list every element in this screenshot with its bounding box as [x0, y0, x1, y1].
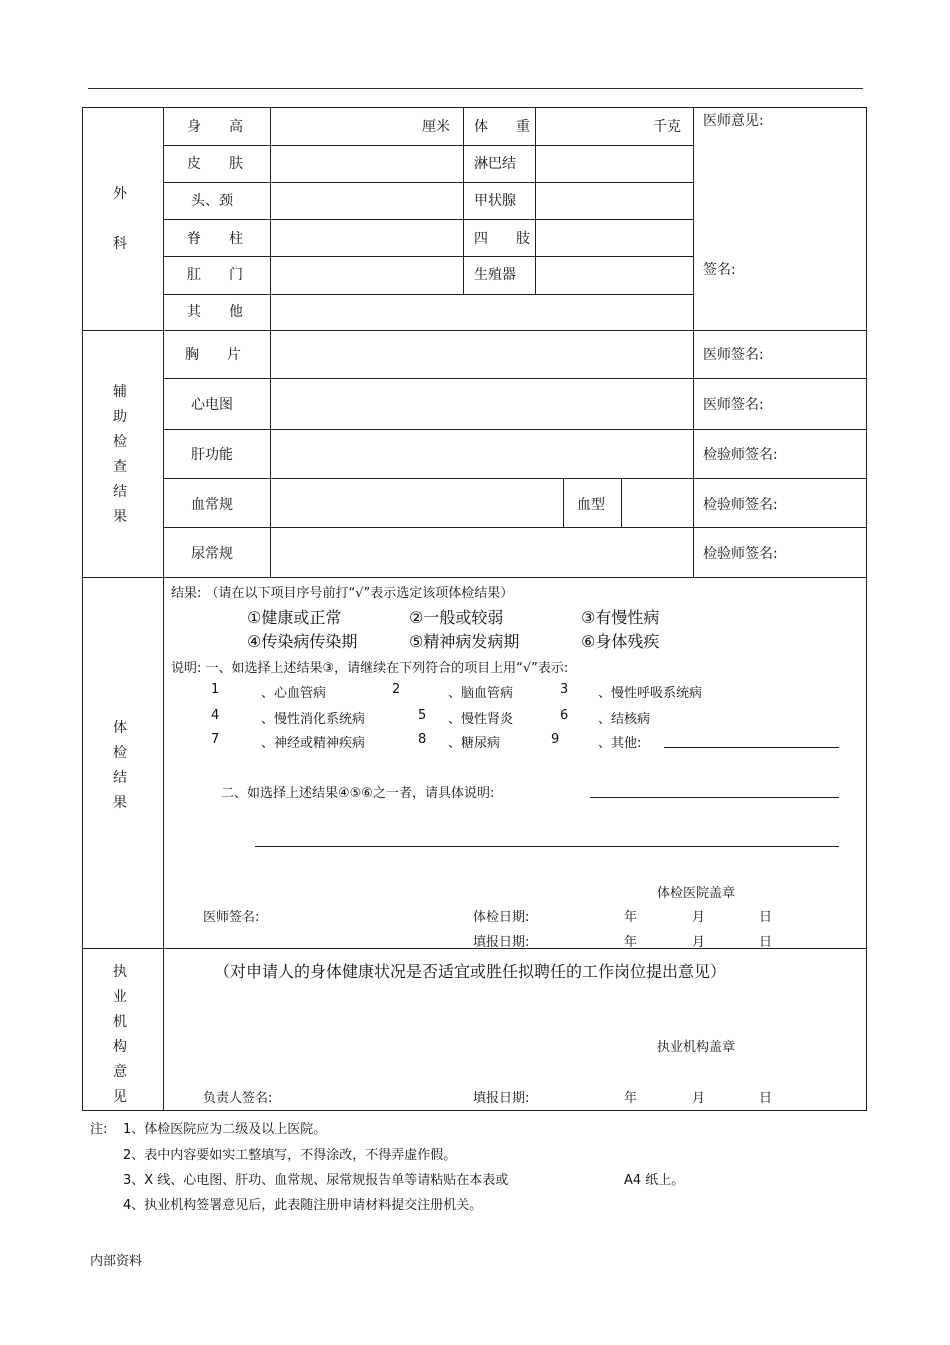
- surgery-label-char: 外: [113, 186, 127, 202]
- disease-num: 6: [560, 708, 569, 723]
- agency-label-char: 业: [113, 989, 127, 1005]
- anus-field[interactable]: [271, 257, 462, 293]
- result-label-char: 检: [113, 745, 127, 761]
- doctor-opinion-label: 医师意见:: [703, 113, 764, 129]
- urine-routine-label: 尿常规: [191, 546, 233, 562]
- chest-xray-label: 胸 片: [185, 347, 241, 363]
- exam-date-month: 月: [692, 910, 706, 925]
- aux-label-char: 果: [113, 509, 127, 525]
- agency-label-char: 意: [113, 1064, 127, 1080]
- option-infectious[interactable]: ④传染病传染期: [247, 632, 358, 651]
- notes-prefix: 注:: [90, 1122, 108, 1137]
- footer-label: 内部资料: [90, 1254, 143, 1269]
- genital-label: 生殖器: [474, 267, 516, 283]
- aux-label-char: 结: [113, 484, 127, 500]
- spine-field[interactable]: [271, 220, 462, 255]
- agency-label-char: 执: [113, 964, 127, 980]
- genital-field[interactable]: [536, 257, 692, 293]
- result-doctor-sign: 医师签名:: [203, 910, 260, 925]
- weight-unit: 千克: [653, 119, 681, 135]
- explanation-line-2[interactable]: [255, 846, 839, 847]
- ecg-label: 心电图: [191, 397, 233, 413]
- agency-stamp-label: 执业机构盖章: [657, 1040, 736, 1055]
- disease-num: 8: [418, 732, 427, 747]
- option-healthy[interactable]: ①健康或正常: [247, 608, 342, 627]
- disease-diabetes[interactable]: 、糖尿病: [448, 736, 501, 751]
- height-label: 身 高: [187, 119, 243, 135]
- note-item: 3、X 线、心电图、肝功、血常规、尿常规报告单等请粘贴在本表或: [123, 1173, 509, 1188]
- exam-date-label: 体检日期:: [473, 910, 530, 925]
- agency-label-char: 见: [113, 1089, 127, 1105]
- disease-num: 7: [211, 732, 220, 747]
- note-item-tail: A4 纸上。: [624, 1173, 685, 1188]
- disease-num: 3: [560, 682, 569, 697]
- head-neck-label: 头、颈: [191, 193, 233, 209]
- result-label-char: 体: [113, 720, 127, 736]
- chest-xray-field[interactable]: [271, 331, 692, 377]
- disease-digestive[interactable]: 、慢性消化系统病: [261, 712, 366, 727]
- other-label: 其 他: [187, 304, 243, 320]
- aux-label-char: 查: [113, 459, 127, 475]
- ecg-field[interactable]: [271, 379, 692, 428]
- thyroid-field[interactable]: [536, 183, 692, 218]
- thyroid-label: 甲状腺: [474, 193, 516, 209]
- disease-num: 2: [392, 682, 401, 697]
- disease-nephritis[interactable]: 、慢性肾炎: [448, 712, 514, 727]
- result-instruction: 结果: （请在以下项目序号前打“√”表示选定该项体检结果）: [171, 586, 514, 601]
- liver-function-label: 肝功能: [191, 447, 233, 463]
- limbs-label: 四 肢: [474, 231, 530, 247]
- disease-cerebro[interactable]: 、脑血管病: [448, 686, 514, 701]
- fill-date-year: 年: [624, 935, 638, 950]
- fill-date-label: 填报日期:: [473, 935, 530, 950]
- agency-label-char: 机: [113, 1014, 127, 1030]
- liver-function-sign: 检验师签名:: [703, 447, 778, 463]
- disease-cardio[interactable]: 、心血管病: [261, 686, 327, 701]
- agency-date-year: 年: [624, 1091, 638, 1106]
- aux-label-char: 助: [113, 409, 127, 425]
- skin-label: 皮 肤: [187, 156, 243, 172]
- blood-type-field[interactable]: [622, 479, 692, 526]
- doctor-opinion-field[interactable]: [694, 130, 865, 255]
- limbs-field[interactable]: [536, 220, 692, 255]
- disease-tuberculosis[interactable]: 、结核病: [598, 712, 651, 727]
- skin-field[interactable]: [271, 146, 462, 181]
- result-label-char: 结: [113, 770, 127, 786]
- fill-date-day: 日: [759, 935, 773, 950]
- height-unit: 厘米: [422, 119, 450, 135]
- anus-label: 肛 门: [187, 267, 243, 283]
- disease-num: 4: [211, 708, 220, 723]
- disease-respiratory[interactable]: 、慢性呼吸系统病: [598, 686, 703, 701]
- aux-label-char: 检: [113, 434, 127, 450]
- agency-label-char: 构: [113, 1039, 127, 1055]
- other-field[interactable]: [271, 295, 692, 329]
- surgery-label-char: 科: [113, 236, 127, 252]
- result-note: 说明: 一、如选择上述结果③，请继续在下列符合的项目上用“√”表示:: [171, 661, 569, 676]
- surgery-signature-label: 签名:: [703, 262, 736, 278]
- blood-routine-sign: 检验师签名:: [703, 497, 778, 513]
- disease-neuro[interactable]: 、神经或精神疾病: [261, 736, 366, 751]
- option-chronic[interactable]: ③有慢性病: [581, 608, 660, 627]
- note-item: 1、体检医院应为二级及以上医院。: [123, 1122, 327, 1137]
- blood-routine-field[interactable]: [271, 479, 562, 526]
- agency-date-month: 月: [692, 1091, 706, 1106]
- head-sign-label: 负责人签名:: [203, 1091, 273, 1106]
- urine-routine-sign: 检验师签名:: [703, 546, 778, 562]
- lymph-label: 淋巴结: [474, 156, 516, 172]
- chest-xray-sign: 医师签名:: [703, 347, 764, 363]
- blood-routine-label: 血常规: [191, 497, 233, 513]
- aux-label-char: 辅: [113, 384, 127, 400]
- explanation-line[interactable]: [590, 797, 839, 798]
- disease-other[interactable]: 、其他:: [598, 736, 642, 751]
- other-disease-line[interactable]: [664, 747, 839, 748]
- spine-label: 脊 柱: [187, 231, 243, 247]
- note-item: 2、表中内容要如实工整填写，不得涂改，不得弄虚作假。: [123, 1148, 457, 1163]
- option-weak[interactable]: ②一般或较弱: [409, 608, 504, 627]
- agency-date-day: 日: [759, 1091, 773, 1106]
- fill-date-month: 月: [692, 935, 706, 950]
- liver-function-field[interactable]: [271, 430, 692, 477]
- agency-prompt: （对申请人的身体健康状况是否适宜或胜任拟聘任的工作岗位提出意见）: [214, 962, 727, 981]
- disease-num: 9: [551, 732, 560, 747]
- option-disability[interactable]: ⑥身体残疾: [581, 632, 660, 651]
- exam-date-year: 年: [624, 910, 638, 925]
- ecg-sign: 医师签名:: [703, 397, 764, 413]
- exam-date-day: 日: [759, 910, 773, 925]
- result-label-char: 果: [113, 795, 127, 811]
- note-item: 4、执业机构签署意见后，此表随注册申请材料提交注册机关。: [123, 1198, 483, 1213]
- urine-routine-field[interactable]: [271, 528, 692, 576]
- disease-num: 5: [418, 708, 427, 723]
- blood-type-label: 血型: [577, 497, 605, 513]
- agency-opinion-field[interactable]: [164, 985, 865, 1030]
- weight-label: 体 重: [474, 119, 530, 135]
- lymph-field[interactable]: [536, 146, 692, 181]
- result-note2: 二、如选择上述结果④⑤⑥之一者，请具体说明:: [221, 786, 495, 801]
- agency-fill-date-label: 填报日期:: [473, 1091, 530, 1106]
- head-neck-field[interactable]: [271, 183, 462, 218]
- header-rule: [88, 88, 863, 89]
- hospital-stamp-label: 体检医院盖章: [657, 886, 736, 901]
- disease-num: 1: [211, 682, 220, 697]
- option-mental[interactable]: ⑤精神病发病期: [409, 632, 520, 651]
